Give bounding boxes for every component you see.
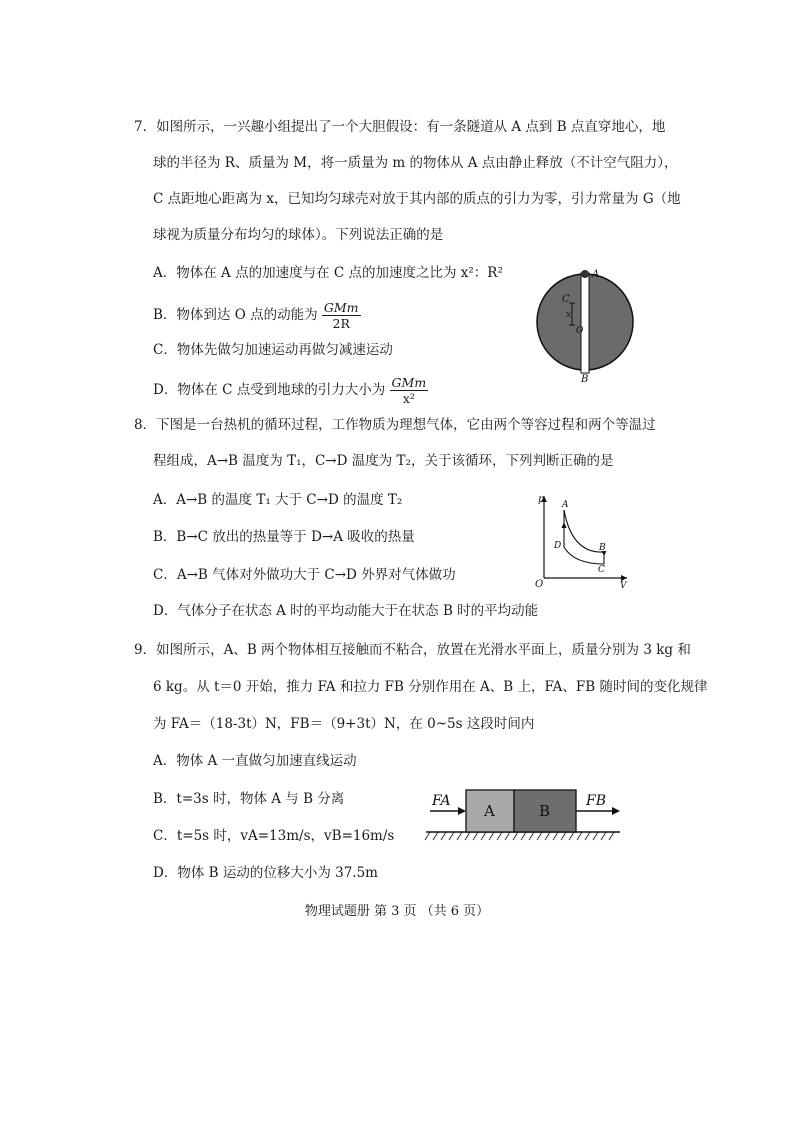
force-b-arrowhead <box>612 807 620 815</box>
label-b: B <box>599 543 606 553</box>
block-a-label: A <box>484 802 495 820</box>
force-a-arrowhead <box>458 807 466 815</box>
path-a-to-b <box>564 510 604 552</box>
q8-option-a: A．A→B 的温度 T₁ 大于 C→D 的温度 T₂ <box>153 492 403 508</box>
label-a: A <box>562 500 569 510</box>
q9-option-d: D．物体 B 运动的位移大小为 37.5m <box>153 865 378 881</box>
q9-line1: 9．如图所示，A、B 两个物体相互接触而不粘合，放置在光滑水平面上，质量分别为 3 kg 和 <box>134 642 691 658</box>
q7-line2: 球的半径为 R、质量为 M，将一质量为 m 的物体从 A 点由静止释放（不计空气阻力）， <box>153 155 678 171</box>
q7-option-d-fraction <box>390 375 429 406</box>
q7-option-b <box>153 300 361 331</box>
force-a-label: FA <box>432 793 451 809</box>
label-x: x <box>566 310 572 320</box>
label-c: C <box>562 294 570 305</box>
q7-option-b-numerator: GMm <box>323 300 359 315</box>
q9-option-a: A．物体 A 一直做匀加速直线运动 <box>153 753 357 769</box>
path-c-to-d <box>564 547 604 564</box>
pv-cycle-figure <box>532 492 632 590</box>
q7-option-c: C．物体先做匀加速运动再做匀减速运动 <box>153 342 393 358</box>
label-c: C <box>598 565 605 575</box>
label-o: O <box>576 326 584 336</box>
q9-option-b: B．t=3s 时，物体 A 与 B 分离 <box>153 791 345 807</box>
label-v: V <box>620 581 627 590</box>
q8-line1: 8．下图是一台热机的循环过程，工作物质为理想气体，它由两个等容过程和两个等温过 <box>134 417 656 433</box>
page-footer: 物理试题册 第 3 页 （共 6 页） <box>304 904 490 919</box>
ground-hatching <box>425 832 614 840</box>
earth-tunnel-figure <box>530 265 640 385</box>
q7-option-d-numerator: GMm <box>391 375 427 390</box>
q7-line1: 7．如图所示，一兴趣小组提出了一个大胆假设：有一条隧道从 A 点到 B 点直穿地心，地 <box>134 119 666 135</box>
q8-option-b: B．B→C 放出的热量等于 D→A 吸收的热量 <box>153 529 415 545</box>
arrow-d-to-a <box>562 522 567 528</box>
blocks-figure <box>424 785 624 847</box>
label-p: p <box>538 494 545 505</box>
q8-line2: 程组成，A→B 温度为 T₁，C→D 温度为 T₂，关于该循环，下列判断正确的是 <box>153 453 614 469</box>
q7-option-b-denominator: 2R <box>332 316 350 331</box>
q9-option-c: C．t=5s 时，vA=13m/s，vB=16m/s <box>153 828 395 844</box>
q7-option-d-denominator: x² <box>402 391 415 406</box>
label-a: A <box>592 269 600 280</box>
q7-line4: 球视为质量分布均匀的球体）。下列说法正确的是 <box>153 227 444 243</box>
q9-line3: 为 FA＝（18-3t）N，FB＝（9+3t）N，在 0~5s 这段时间内 <box>153 716 535 732</box>
q7-option-b-text: B．物体到达 O 点的动能为 <box>153 307 318 323</box>
q7-option-a: A．物体在 A 点的加速度与在 C 点的加速度之比为 x²：R² <box>153 265 503 281</box>
label-origin: O <box>535 579 544 590</box>
q7-option-b-fraction <box>322 300 361 331</box>
q9-line2: 6 kg。从 t＝0 开始，推力 FA 和拉力 FB 分别作用在 A、B 上，FA、FB 随时间的变化规律 <box>153 679 708 695</box>
force-b-label: FB <box>586 793 607 809</box>
q7-option-d <box>153 375 428 406</box>
label-b: B <box>581 374 589 385</box>
q7-line3: C 点距地心距离为 x，已知均匀球壳对放于其内部的质点的引力为零，引力常量为 G（地 <box>153 191 681 207</box>
tunnel <box>581 273 589 373</box>
q7-option-d-text: D．物体在 C 点受到地球的引力大小为 <box>153 382 386 398</box>
label-d: D <box>554 541 562 551</box>
q8-option-c: C．A→B 气体对外做功大于 C→D 外界对气体做功 <box>153 567 456 583</box>
ball-at-a <box>581 270 589 278</box>
q8-option-d: D．气体分子在状态 A 时的平均动能大于在状态 B 时的平均动能 <box>153 603 539 619</box>
block-b-label: B <box>539 802 551 820</box>
